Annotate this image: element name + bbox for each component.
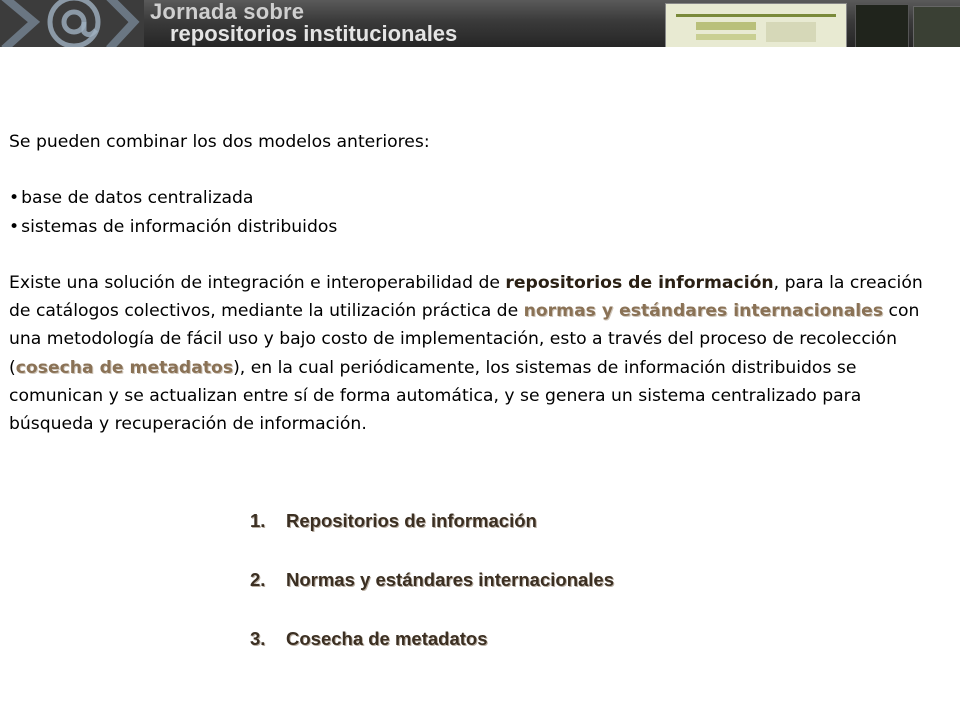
header-screenshot-thumbnails <box>655 0 960 47</box>
list-item-normas[interactable] <box>250 569 614 591</box>
paragraph-text-4: ), en la cual periódicamente, los sistemas de información distribuidos se comunican y se actualizan entre sí de forma automática, y se genera un sistema centralizado para búsqueda y recuperación de información. <box>9 357 862 435</box>
list-item-number: 3. <box>250 628 266 649</box>
paragraph-bold-repositorios: repositorios de información <box>505 272 774 293</box>
bullet-item-2 <box>9 213 944 241</box>
paragraph-text-2: , para la creación de catálogos colectivos, mediante la utilización práctica de <box>9 272 923 322</box>
list-item-label: Repositorios de información <box>286 510 537 531</box>
thumbnail-dark-2 <box>913 6 960 47</box>
list-item-cosecha[interactable] <box>250 628 488 650</box>
list-item-number: 1. <box>250 510 266 531</box>
header-banner <box>0 0 960 47</box>
paragraph-text-1: Existe una solución de integración e interoperabilidad de <box>9 272 506 293</box>
bullet-item-1 <box>9 184 944 212</box>
header-title-line2: repositorios institucionales <box>170 21 458 46</box>
paragraph-bold-cosecha: cosecha de metadatos <box>15 357 234 378</box>
header-title <box>150 1 457 45</box>
main-content <box>9 128 944 439</box>
paragraph-bold-normas: normas y estándares internacionales <box>523 301 884 322</box>
list-item-number: 2. <box>250 569 266 590</box>
bullet-item-2-label: sistemas de información distribuidos <box>21 216 338 237</box>
list-item-label: Cosecha de metadatos <box>286 628 488 649</box>
list-item-repositorios[interactable] <box>250 510 537 532</box>
at-sign-icon <box>0 0 144 47</box>
paragraph-text-3: con una metodología de fácil uso y bajo costo de implementación, esto a través del proceso de recolección ( <box>9 301 920 378</box>
bullet-item-1-label: base de datos centralizada <box>21 188 254 209</box>
thumbnail-website <box>665 3 847 47</box>
list-item-label: Normas y estándares internacionales <box>286 569 615 590</box>
thumbnail-dark-1 <box>855 4 909 47</box>
description-paragraph <box>9 269 944 439</box>
header-title-line1: Jornada sobre <box>150 0 305 24</box>
intro-text: Se pueden combinar los dos modelos anteriores: <box>9 132 430 152</box>
